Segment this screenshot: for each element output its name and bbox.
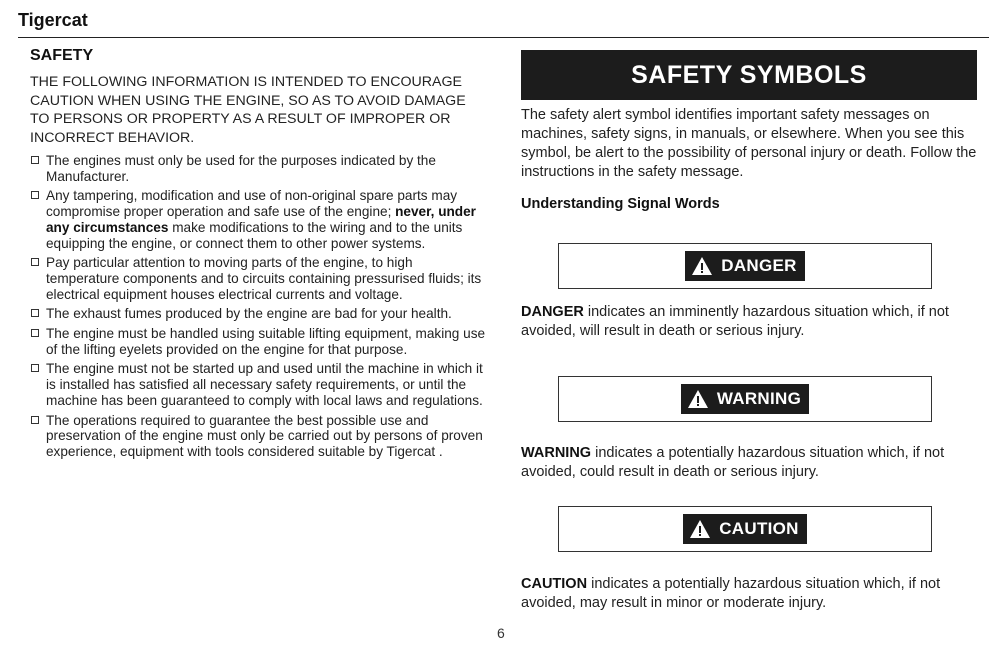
list-item: The exhaust fumes produced by the engine are bad for your health. xyxy=(30,306,488,322)
safety-symbols-banner: SAFETY SYMBOLS xyxy=(521,50,977,100)
alert-triangle-icon xyxy=(691,256,713,276)
warning-label: WARNING xyxy=(681,384,809,414)
list-item: The operations required to guarantee the best possible use and preservation of the engine must only be carried out by persons of proven experience, equipment with tools considered suitable by Tigercat . xyxy=(30,413,488,460)
alert-triangle-icon xyxy=(689,519,711,539)
caution-label: CAUTION xyxy=(683,514,807,544)
safety-symbols-section xyxy=(521,50,977,611)
list-item: The engines must only be used for the purposes indicated by the Manufacturer. xyxy=(30,153,488,184)
section-title: SAFETY xyxy=(30,47,94,64)
alert-triangle-icon xyxy=(687,389,709,409)
signal-words-heading: Understanding Signal Words xyxy=(521,196,720,212)
checkbox-bullet-icon xyxy=(31,309,39,317)
danger-label: DANGER xyxy=(685,251,804,281)
checkbox-bullet-icon xyxy=(31,329,39,337)
caution-description: CAUTION indicates a potentially hazardous situation which, if not avoided, may result in minor or moderate injury. xyxy=(521,576,941,611)
checkbox-bullet-icon xyxy=(31,364,39,372)
list-item: The engine must not be started up and used until the machine in which it is installed has satisfied all necessary safety requirements, or until the machine has been guaranteed to comply with local laws and regulations. xyxy=(30,361,488,408)
danger-sign xyxy=(558,243,932,289)
document-brand: Tigercat xyxy=(18,10,88,30)
safety-symbols-intro: The safety alert symbol identifies important safety messages on machines, safety signs, in manuals, or elsewhere. When you see this symbol, be alert to the possibility of personal injury or death. Follow the instructions in the safety message. xyxy=(521,107,977,180)
checkbox-bullet-icon xyxy=(31,156,39,164)
safety-section xyxy=(30,47,488,464)
checkbox-bullet-icon xyxy=(31,258,39,266)
safety-list xyxy=(30,153,488,460)
caution-sign xyxy=(558,506,932,552)
warning-sign xyxy=(558,376,932,422)
header-rule xyxy=(18,37,989,38)
danger-description: DANGER indicates an imminently hazardous situation which, if not avoided, will result in death or serious injury. xyxy=(521,304,949,339)
list-item: Any tampering, modification and use of non-original spare parts may compromise proper operation and safe use of the engine; never, under any circumstances make modifications to the wiring and to the units equipping the engine, or connect them to other power systems. xyxy=(30,188,488,251)
list-item: The engine must be handled using suitable lifting equipment, making use of the lifting eyelets provided on the engine for that purpose. xyxy=(30,326,488,357)
emphasis-text: never, under any circumstances xyxy=(46,204,476,235)
warning-description: WARNING indicates a potentially hazardous situation which, if not avoided, could result in death or serious injury. xyxy=(521,445,945,480)
page-number: 6 xyxy=(497,625,505,641)
safety-intro: THE FOLLOWING INFORMATION IS INTENDED TO ENCOURAGE CAUTION WHEN USING THE ENGINE, SO AS TO AVOID DAMAGE TO PERSONS OR PROPERTY AS A RESULT OF IMPROPER OR INCORRECT BEHAVIOR. xyxy=(30,74,466,146)
list-item: Pay particular attention to moving parts of the engine, to high temperature components and to circuits containing pressurised fluids; its electrical equipment houses electrical currents and voltage. xyxy=(30,255,488,302)
checkbox-bullet-icon xyxy=(31,416,39,424)
checkbox-bullet-icon xyxy=(31,191,39,199)
